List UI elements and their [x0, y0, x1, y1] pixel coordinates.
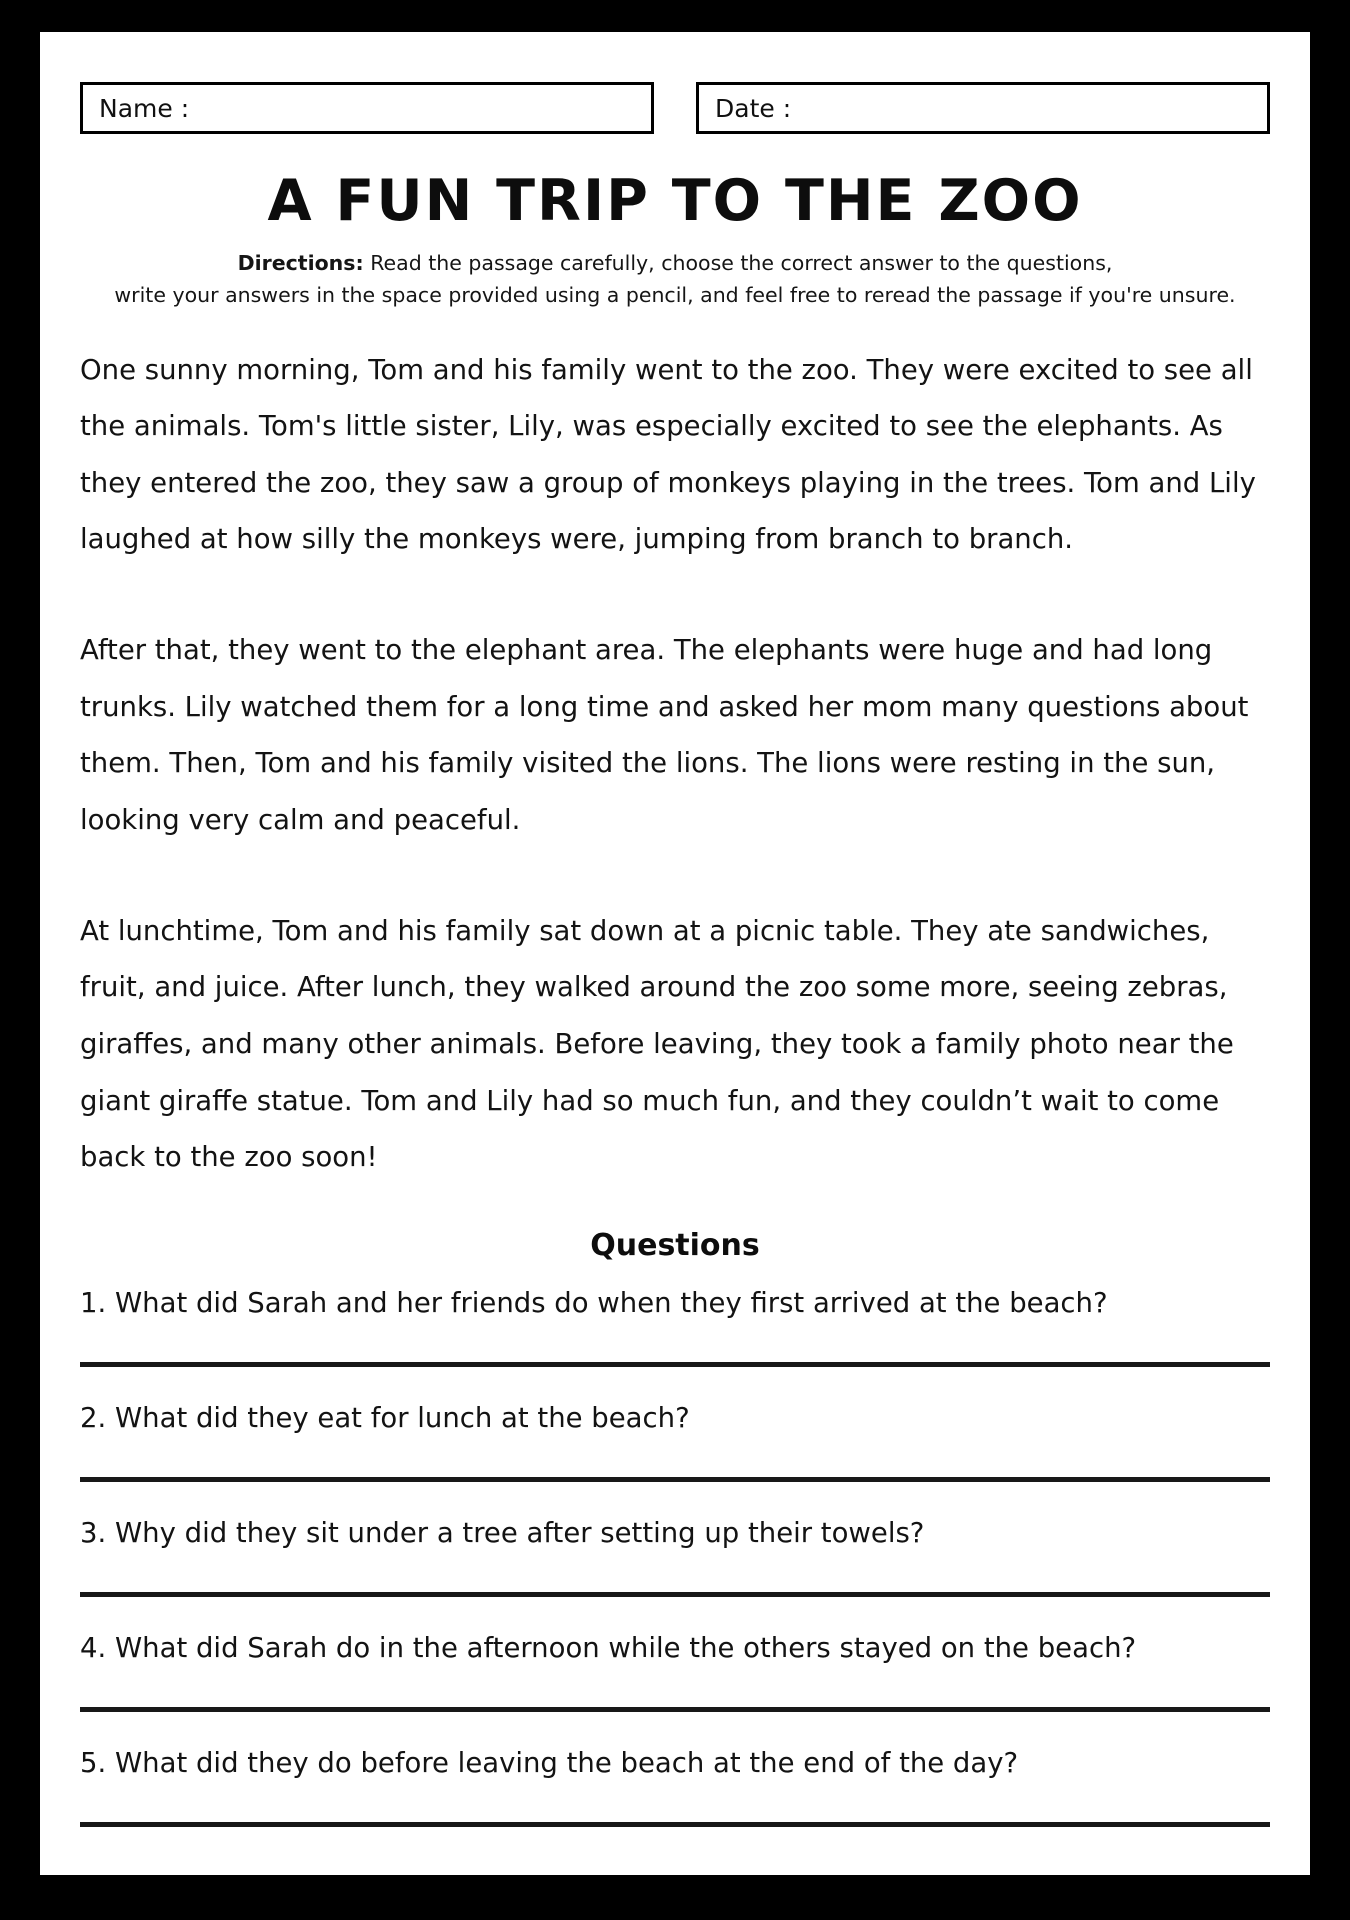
questions-heading: Questions [590, 1227, 760, 1263]
header-row [80, 82, 1270, 134]
date-field-box[interactable] [696, 82, 1270, 134]
name-label: Name : [99, 93, 190, 123]
question-text-4: 4. What did Sarah do in the afternoon while the others stayed on the beach? [80, 1632, 1137, 1665]
answer-line-2[interactable] [80, 1477, 1270, 1482]
question-item-2 [80, 1400, 1270, 1482]
answer-line-5[interactable] [80, 1822, 1270, 1827]
question-item-4 [80, 1630, 1270, 1712]
answer-line-1[interactable] [80, 1362, 1270, 1367]
question-text-5: 5. What did they do before leaving the beach at the end of the day? [80, 1747, 1019, 1780]
passage-paragraph-2: After that, they went to the elephant area. The elephants were huge and had long trunks. Lily watched them for a long time and asked her mom many questions about them. Then, Tom and his family visited the lions. The lions were resting in the sun, looking very calm and peaceful. [80, 634, 1249, 837]
question-item-1 [80, 1285, 1270, 1367]
question-text-3: 3. Why did they sit under a tree after setting up their towels? [80, 1517, 925, 1550]
directions-text [80, 248, 1270, 312]
question-item-5 [80, 1745, 1270, 1827]
question-item-3 [80, 1515, 1270, 1597]
worksheet-title: A FUN TRIP TO THE ZOO [267, 168, 1083, 234]
name-field-box[interactable] [80, 82, 654, 134]
passage-paragraph-1: One sunny morning, Tom and his family went to the zoo. They were excited to see all the animals. Tom's little sister, Lily, was especially excited to see the elephants. As they entered the zoo, they saw a group of monkeys playing in the trees. Tom and Lily laughed at how silly the monkeys were, jumping from branch to branch. [80, 353, 1256, 556]
question-text-2: 2. What did they eat for lunch at the beach? [80, 1401, 690, 1434]
passage-paragraph-3: At lunchtime, Tom and his family sat down at a picnic table. They ate sandwiches, fruit, and juice. After lunch, they walked around the zoo some more, seeing zebras, giraffes, and many other animals. Before leaving, they took a family photo near the giant giraffe statue. Tom and Lily had so much fun, and they couldn’t wait to come back to the zoo soon! [80, 914, 1234, 1174]
question-text-1: 1. What did Sarah and her friends do when they first arrived at the beach? [80, 1286, 1108, 1319]
date-label: Date : [715, 93, 792, 123]
worksheet-page [40, 32, 1310, 1875]
directions-line-1 [80, 248, 1270, 280]
answer-line-4[interactable] [80, 1707, 1270, 1712]
questions-list [80, 1285, 1270, 1828]
directions-label: Directions: [237, 251, 364, 275]
answer-line-3[interactable] [80, 1592, 1270, 1597]
passage [80, 342, 1270, 1186]
directions-line-2: write your answers in the space provided using a pencil, and feel free to reread the passage if you're unsure. [114, 282, 1236, 307]
directions-line-1-rest: Read the passage carefully, choose the correct answer to the questions, [363, 251, 1113, 275]
